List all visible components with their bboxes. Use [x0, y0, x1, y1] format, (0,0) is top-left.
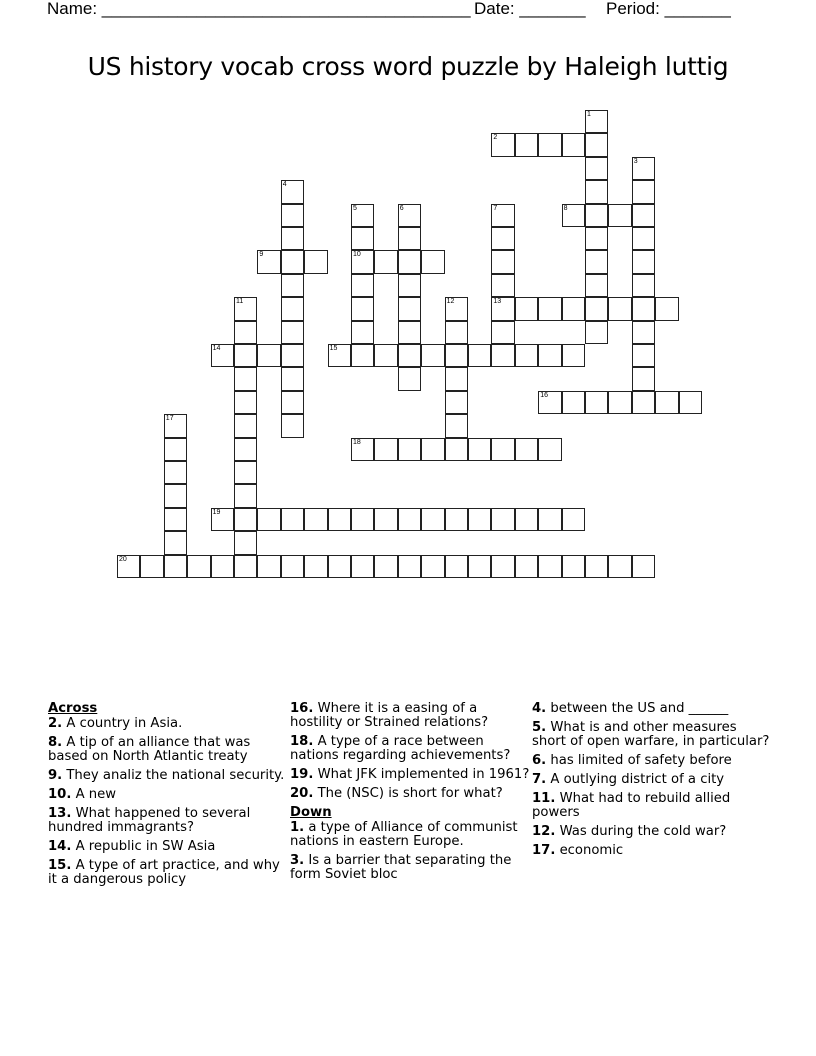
- clue-num: 6.: [532, 753, 547, 768]
- clue-text: has limited of safety before: [546, 753, 732, 768]
- crossword-cell[interactable]: [655, 297, 678, 320]
- clue-text: They analiz the national security.: [62, 768, 285, 783]
- clue-text: A tip of an alliance that was based on North Atlantic treaty: [48, 735, 251, 764]
- crossword-cell[interactable]: [374, 250, 397, 273]
- clue-number: 8: [563, 204, 568, 212]
- clue-number: 2: [493, 134, 498, 142]
- crossword-cell[interactable]: [398, 227, 421, 250]
- crossword-cell[interactable]: [398, 555, 421, 578]
- clue-number: 12: [446, 298, 455, 306]
- crossword-cell[interactable]: [562, 555, 585, 578]
- clue-number: 16: [540, 391, 548, 399]
- crossword-cell[interactable]: [585, 274, 608, 297]
- crossword-cell[interactable]: [468, 344, 491, 367]
- crossword-cell[interactable]: [491, 508, 514, 531]
- crossword-cell[interactable]: [538, 344, 561, 367]
- crossword-cell[interactable]: [234, 508, 257, 531]
- crossword-cell[interactable]: [632, 204, 655, 227]
- crossword-cell[interactable]: [351, 204, 374, 227]
- crossword-cell[interactable]: [445, 367, 468, 390]
- crossword-cell[interactable]: [491, 204, 514, 227]
- period-field[interactable]: Period: _______: [606, 0, 731, 18]
- clue-item: [290, 735, 530, 763]
- clue-item: [290, 821, 530, 849]
- clue-item: [48, 859, 288, 887]
- clue-text: A country in Asia.: [62, 716, 183, 731]
- crossword-cell[interactable]: [445, 414, 468, 437]
- clue-item: [532, 792, 772, 820]
- clue-text: A type of a race between nations regarding achievements?: [290, 734, 511, 763]
- crossword-cell[interactable]: [632, 555, 655, 578]
- crossword-cell[interactable]: [281, 297, 304, 320]
- clue-number: 14: [212, 345, 221, 352]
- crossword-cell[interactable]: [585, 180, 608, 203]
- clue-text: A republic in SW Asia: [71, 839, 216, 854]
- crossword-cell[interactable]: [585, 297, 608, 320]
- clue-num: 19.: [290, 767, 314, 782]
- crossword-cell[interactable]: [281, 274, 304, 297]
- clue-number: 3: [633, 157, 638, 165]
- crossword-cell[interactable]: [281, 250, 304, 273]
- crossword-cell[interactable]: [421, 344, 444, 367]
- crossword-cell[interactable]: [257, 555, 280, 578]
- crossword-cell[interactable]: [491, 438, 514, 461]
- clue-number: 11: [236, 298, 244, 306]
- crossword-cell[interactable]: [211, 508, 234, 531]
- crossword-cell[interactable]: [281, 508, 304, 531]
- crossword-cell[interactable]: [445, 555, 468, 578]
- clue-item: [290, 702, 530, 730]
- clue-number: 19: [212, 508, 221, 516]
- crossword-cell[interactable]: [351, 438, 374, 461]
- crossword-cell[interactable]: [281, 391, 304, 414]
- crossword-cell[interactable]: [257, 250, 280, 273]
- crossword-cell[interactable]: [608, 555, 631, 578]
- clue-num: 8.: [48, 735, 63, 750]
- crossword-cell[interactable]: [445, 321, 468, 344]
- crossword-cell[interactable]: [281, 367, 304, 390]
- crossword-cell[interactable]: [164, 508, 187, 531]
- crossword-cell[interactable]: [468, 438, 491, 461]
- clue-number: 7: [493, 204, 498, 212]
- crossword-cell[interactable]: [679, 391, 702, 414]
- clues-column-1: [48, 702, 288, 892]
- crossword-cell[interactable]: [140, 555, 163, 578]
- clue-number: 20: [119, 555, 127, 563]
- clue-item: [532, 702, 772, 716]
- crossword-cell[interactable]: [585, 227, 608, 250]
- crossword-cell[interactable]: [351, 508, 374, 531]
- crossword-cell[interactable]: [304, 555, 327, 578]
- clue-num: 9.: [48, 768, 63, 783]
- clue-text: Was during the cold war?: [555, 824, 727, 839]
- crossword-cell[interactable]: [281, 180, 304, 203]
- crossword-cell[interactable]: [421, 250, 444, 273]
- crossword-cell[interactable]: [164, 461, 187, 484]
- clue-num: 18.: [290, 734, 314, 749]
- clue-number: 17: [165, 415, 174, 423]
- crossword-cell[interactable]: [234, 344, 257, 367]
- crossword-cell[interactable]: [234, 321, 257, 344]
- crossword-cell[interactable]: [562, 508, 585, 531]
- crossword-cell[interactable]: [562, 344, 585, 367]
- crossword-cell[interactable]: [445, 297, 468, 320]
- crossword-cell[interactable]: [281, 414, 304, 437]
- clue-num: 3.: [290, 853, 305, 868]
- crossword-cell[interactable]: [281, 555, 304, 578]
- crossword-cell[interactable]: [234, 367, 257, 390]
- crossword-cell[interactable]: [281, 321, 304, 344]
- crossword-cell[interactable]: [491, 321, 514, 344]
- clue-item: [48, 807, 288, 835]
- crossword-cell[interactable]: [491, 344, 514, 367]
- clue-item: [48, 788, 288, 802]
- crossword-cell[interactable]: [632, 321, 655, 344]
- crossword-cell[interactable]: [445, 344, 468, 367]
- clue-num: 13.: [48, 806, 72, 821]
- crossword-cell[interactable]: [491, 274, 514, 297]
- clue-item: [290, 854, 530, 882]
- crossword-cell[interactable]: [491, 133, 514, 156]
- crossword-cell[interactable]: [632, 391, 655, 414]
- crossword-cell[interactable]: [608, 297, 631, 320]
- crossword-cell[interactable]: [164, 555, 187, 578]
- clue-num: 7.: [532, 772, 547, 787]
- clue-number: 10: [353, 251, 361, 259]
- clue-text: A outlying district of a city: [546, 772, 725, 787]
- crossword-cell[interactable]: [515, 508, 538, 531]
- across-heading: Across: [48, 701, 98, 716]
- crossword-cell[interactable]: [538, 508, 561, 531]
- crossword-cell[interactable]: [211, 555, 234, 578]
- clue-num: 5.: [532, 720, 547, 735]
- crossword-cell[interactable]: [398, 438, 421, 461]
- date-field[interactable]: Date: _______: [474, 0, 586, 18]
- clue-item: [290, 787, 530, 801]
- crossword-cell[interactable]: [585, 133, 608, 156]
- crossword-cell[interactable]: [234, 438, 257, 461]
- clue-num: 10.: [48, 787, 72, 802]
- crossword-cell[interactable]: [234, 555, 257, 578]
- clue-item: [48, 769, 288, 783]
- crossword-cell[interactable]: [632, 367, 655, 390]
- crossword-cell[interactable]: [374, 508, 397, 531]
- crossword-cell[interactable]: [515, 297, 538, 320]
- crossword-cell[interactable]: [585, 391, 608, 414]
- clue-num: 14.: [48, 839, 72, 854]
- clue-item: [532, 844, 772, 858]
- clues-column-3: [532, 702, 772, 863]
- crossword-cell[interactable]: [281, 204, 304, 227]
- crossword-cell[interactable]: [445, 438, 468, 461]
- clue-num: 12.: [532, 824, 556, 839]
- crossword-cell[interactable]: [608, 204, 631, 227]
- crossword-cell[interactable]: [585, 110, 608, 133]
- crossword-cell[interactable]: [632, 180, 655, 203]
- crossword-cell[interactable]: [445, 508, 468, 531]
- crossword-cell[interactable]: [398, 274, 421, 297]
- crossword-cell[interactable]: [562, 133, 585, 156]
- crossword-cell[interactable]: [585, 157, 608, 180]
- crossword-cell[interactable]: [655, 391, 678, 414]
- clue-num: 1.: [290, 820, 305, 835]
- crossword-cell[interactable]: [562, 204, 585, 227]
- clue-item: [290, 768, 530, 782]
- clue-item: [48, 717, 288, 731]
- clue-num: 16.: [290, 701, 314, 716]
- clue-number: 18: [353, 438, 361, 446]
- clue-number: 5: [353, 204, 357, 212]
- crossword-cell[interactable]: [398, 250, 421, 273]
- clue-item: [532, 773, 772, 787]
- crossword-cell[interactable]: [234, 484, 257, 507]
- crossword-cell[interactable]: [515, 133, 538, 156]
- crossword-cell[interactable]: [632, 227, 655, 250]
- crossword-cell[interactable]: [351, 344, 374, 367]
- crossword-cell[interactable]: [632, 157, 655, 180]
- clue-num: 11.: [532, 791, 556, 806]
- crossword-cell[interactable]: [164, 438, 187, 461]
- crossword-cell[interactable]: [304, 508, 327, 531]
- clue-text: A new: [71, 787, 117, 802]
- clue-number: 15: [329, 345, 338, 352]
- clue-item: [532, 754, 772, 768]
- clue-item: [48, 840, 288, 854]
- crossword-cell[interactable]: [515, 555, 538, 578]
- crossword-cell[interactable]: [468, 555, 491, 578]
- crossword-cell[interactable]: [491, 555, 514, 578]
- crossword-cell[interactable]: [468, 508, 491, 531]
- crossword-cell[interactable]: [351, 555, 374, 578]
- crossword-cell[interactable]: [328, 344, 351, 367]
- crossword-cell[interactable]: [234, 297, 257, 320]
- clues-column-2: [290, 702, 530, 887]
- crossword-cell[interactable]: [632, 250, 655, 273]
- crossword-cell[interactable]: [491, 297, 514, 320]
- clue-num: 4.: [532, 701, 547, 716]
- clue-text: between the US and ______: [546, 701, 729, 716]
- crossword-cell[interactable]: [398, 204, 421, 227]
- clue-number: 4: [282, 181, 287, 189]
- crossword-cell[interactable]: [632, 344, 655, 367]
- crossword-cell[interactable]: [515, 344, 538, 367]
- crossword-cell[interactable]: [351, 250, 374, 273]
- clue-text: The (NSC) is short for what?: [313, 786, 503, 801]
- crossword-cell[interactable]: [398, 297, 421, 320]
- clue-number: 1: [587, 111, 591, 118]
- crossword-cell[interactable]: [234, 461, 257, 484]
- crossword-cell[interactable]: [164, 531, 187, 554]
- crossword-cell[interactable]: [374, 344, 397, 367]
- crossword-cell[interactable]: [234, 531, 257, 554]
- crossword-cell[interactable]: [304, 250, 327, 273]
- clue-number: 13: [493, 298, 502, 306]
- clue-number: 6: [399, 204, 404, 212]
- crossword-cell[interactable]: [421, 508, 444, 531]
- clue-num: 17.: [532, 843, 556, 858]
- clue-item: [532, 825, 772, 839]
- crossword-cell[interactable]: [257, 344, 280, 367]
- crossword-cell[interactable]: [421, 438, 444, 461]
- clue-text: What happened to several hundred immagrants?: [48, 806, 251, 835]
- crossword-cell[interactable]: [445, 391, 468, 414]
- crossword-cell[interactable]: [585, 204, 608, 227]
- crossword-cell[interactable]: [632, 297, 655, 320]
- crossword-cell[interactable]: [398, 344, 421, 367]
- crossword-cell[interactable]: [234, 414, 257, 437]
- crossword-cell[interactable]: [421, 555, 444, 578]
- crossword-cell[interactable]: [585, 321, 608, 344]
- crossword-cell[interactable]: [608, 391, 631, 414]
- down-heading: Down: [290, 805, 332, 820]
- crossword-cell[interactable]: [398, 321, 421, 344]
- crossword-cell[interactable]: [234, 391, 257, 414]
- clue-num: 15.: [48, 858, 72, 873]
- crossword-cell[interactable]: [351, 227, 374, 250]
- crossword-cell[interactable]: [585, 250, 608, 273]
- clue-text: What had to rebuild allied powers: [532, 791, 731, 820]
- crossword-cell[interactable]: [562, 297, 585, 320]
- clue-text: Where it is a easing of a hostility or Strained relations?: [290, 701, 489, 730]
- crossword-cell[interactable]: [328, 508, 351, 531]
- clue-text: What JFK implemented in 1961?: [313, 767, 530, 782]
- crossword-cell[interactable]: [398, 508, 421, 531]
- clue-num: 20.: [290, 786, 314, 801]
- page-title: US history vocab cross word puzzle by Haleigh luttig: [87, 52, 729, 81]
- crossword-cell[interactable]: [538, 438, 561, 461]
- crossword-cell[interactable]: [187, 555, 210, 578]
- clue-number: 9: [259, 251, 264, 259]
- crossword-cell[interactable]: [328, 555, 351, 578]
- crossword-cell[interactable]: [398, 367, 421, 390]
- clue-num: 2.: [48, 716, 63, 731]
- crossword-cell[interactable]: [515, 438, 538, 461]
- clue-text: What is and other measures short of open warfare, in particular?: [532, 720, 770, 749]
- crossword-cell[interactable]: [374, 438, 397, 461]
- clue-text: A type of art practice, and why it a dangerous policy: [48, 858, 280, 887]
- crossword-cell[interactable]: [281, 344, 304, 367]
- crossword-cell[interactable]: [491, 227, 514, 250]
- crossword-cell[interactable]: [538, 297, 561, 320]
- crossword-cell[interactable]: [117, 555, 140, 578]
- crossword-cell[interactable]: [211, 344, 234, 367]
- crossword-cell[interactable]: [281, 227, 304, 250]
- crossword-cell[interactable]: [538, 555, 561, 578]
- crossword-cell[interactable]: [632, 274, 655, 297]
- crossword-cell[interactable]: [351, 274, 374, 297]
- crossword-cell[interactable]: [164, 414, 187, 437]
- crossword-cell[interactable]: [491, 250, 514, 273]
- crossword-cell[interactable]: [562, 391, 585, 414]
- crossword-cell[interactable]: [374, 555, 397, 578]
- crossword-cell[interactable]: [164, 484, 187, 507]
- clue-text: economic: [555, 843, 624, 858]
- name-field[interactable]: Name: _______________________________________: [47, 0, 471, 18]
- crossword-cell[interactable]: [538, 391, 561, 414]
- crossword-cell[interactable]: [257, 508, 280, 531]
- clue-text: a type of Alliance of communist nations in eastern Europe.: [290, 820, 518, 849]
- clue-item: [48, 736, 288, 764]
- crossword-cell[interactable]: [585, 555, 608, 578]
- clue-item: [532, 721, 772, 749]
- crossword-cell[interactable]: [538, 133, 561, 156]
- crossword-cell[interactable]: [351, 321, 374, 344]
- clue-text: Is a barrier that separating the form Soviet bloc: [290, 853, 512, 882]
- crossword-cell[interactable]: [351, 297, 374, 320]
